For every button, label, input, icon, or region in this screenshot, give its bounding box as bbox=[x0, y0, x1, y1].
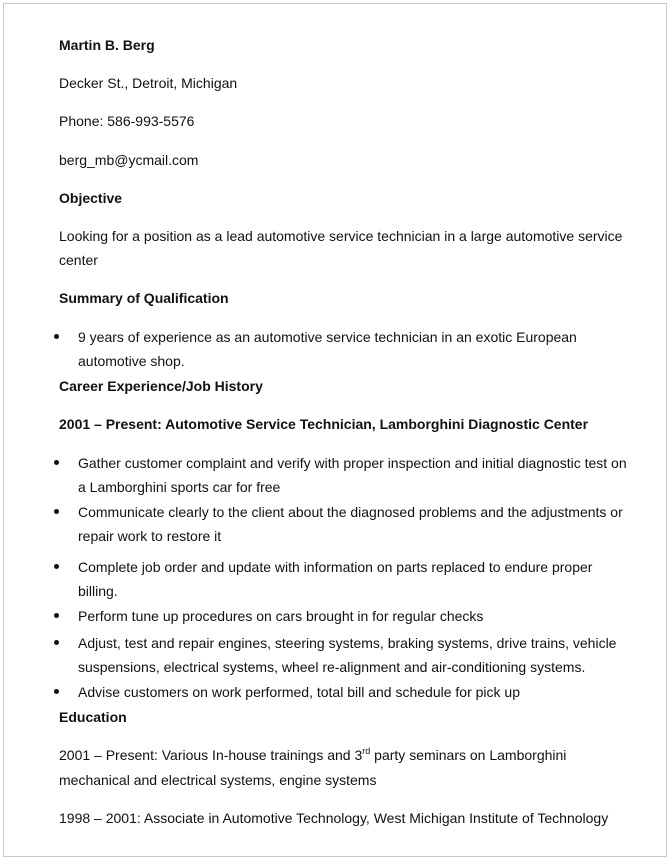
applicant-name: Martin B. Berg bbox=[59, 37, 155, 53]
objective-line-2: center bbox=[59, 252, 98, 268]
bullet-icon bbox=[54, 640, 59, 645]
duty-line-1: Communicate clearly to the client about the diagnosed problems and the adjustments or bbox=[78, 504, 623, 520]
career-heading: Career Experience/Job History bbox=[59, 378, 263, 394]
education-heading: Education bbox=[59, 709, 127, 725]
education-entry-1-text: 2001 – Present: Various In-house trainings and 3 bbox=[59, 747, 363, 763]
ordinal-suffix: rd bbox=[362, 746, 371, 756]
duty-line-1: Advise customers on work performed, total bill and schedule for pick up bbox=[78, 684, 520, 700]
summary-heading: Summary of Qualification bbox=[59, 290, 229, 306]
email: berg_mb@ycmail.com bbox=[59, 152, 199, 168]
duty-line-2: suspensions, electrical systems, wheel re-alignment and air-conditioning systems. bbox=[78, 659, 586, 675]
duty-line-1: Complete job order and update with information on parts replaced to endure proper bbox=[78, 559, 593, 575]
resume-page bbox=[3, 3, 667, 857]
bullet-icon bbox=[54, 334, 59, 339]
phone: Phone: 586-993-5576 bbox=[59, 113, 195, 129]
bullet-icon bbox=[54, 460, 59, 465]
bullet-icon bbox=[54, 613, 59, 618]
bullet-icon bbox=[54, 509, 59, 514]
education-entry-2: 1998 – 2001: Associate in Automotive Technology, West Michigan Institute of Technology bbox=[59, 810, 609, 826]
duty-line-2: billing. bbox=[78, 583, 118, 599]
duty-line-2: a Lamborghini sports car for free bbox=[78, 479, 281, 495]
education-entry-1-line-2: mechanical and electrical systems, engine systems bbox=[59, 772, 377, 788]
education-entry-1-text-cont: party seminars on Lamborghini bbox=[370, 747, 567, 763]
duty-line-1: Perform tune up procedures on cars brought in for regular checks bbox=[78, 608, 484, 624]
summary-item-line-1: 9 years of experience as an automotive service technician in an exotic European bbox=[78, 329, 577, 345]
address: Decker St., Detroit, Michigan bbox=[59, 75, 238, 91]
duty-line-1: Gather customer complaint and verify with proper inspection and initial diagnostic test on bbox=[78, 455, 627, 471]
position-title: 2001 – Present: Automotive Service Technician, Lamborghini Diagnostic Center bbox=[59, 416, 589, 432]
objective-line-1: Looking for a position as a lead automotive service technician in a large automotive service bbox=[59, 228, 623, 244]
duty-line-1: Adjust, test and repair engines, steering systems, braking systems, drive trains, vehicle bbox=[78, 635, 617, 651]
bullet-icon bbox=[54, 564, 59, 569]
duty-line-2: repair work to restore it bbox=[78, 528, 222, 544]
education-entry-1 bbox=[59, 743, 566, 767]
objective-heading: Objective bbox=[59, 190, 123, 206]
summary-item-line-2: automotive shop. bbox=[78, 353, 185, 369]
bullet-icon bbox=[54, 689, 59, 694]
